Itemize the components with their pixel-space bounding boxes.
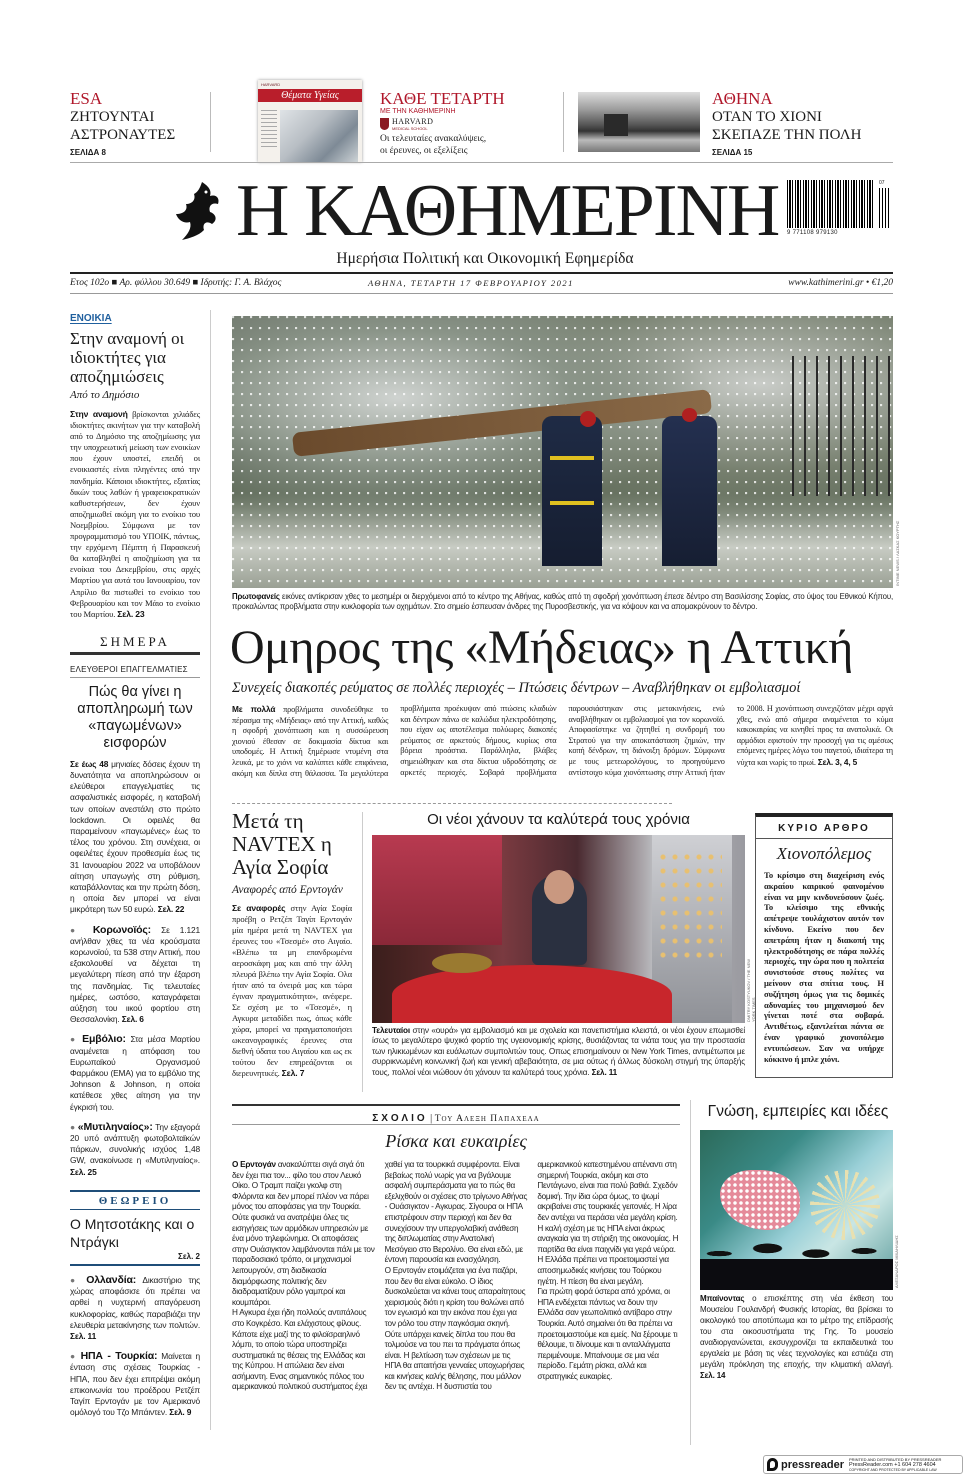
divider: [210, 92, 211, 152]
issue-date: ΑΘΗΝΑ, ΤΕΤΑΡΤΗ 17 ΦΕΒΡΟΥΑΡΙΟΥ 2021: [368, 278, 574, 288]
text-run: εικόνες αντίκρισαν χθες το μεσημέρι οι διερχόμενοι από το κέντρο της Αθήνας, καθώς από τη σφοδρή χιονόπτωση έπεσε δέντρο στη Βασιλίσσης Σοφίας, στο ύψος του Εθνικού Κήπου, προκαλώντας προβλήματα στην κυκλοφορία των οχημάτων. Στο σημείο έσπευσαν άνδρες της Πυροσβεστικής, για να κόψουν και να απομακρύνουν το δέντρο.: [232, 592, 893, 611]
article-kicker: ΕΛΕΥΘΕΡΟΙ ΕΠΑΓΓΕΛΜΑΤΙΕΣ: [70, 664, 188, 674]
text-run: Τελευταίοι: [372, 1026, 410, 1035]
youth-caption: [372, 1026, 745, 1078]
section-header: ΚΥΡΙΟ ΑΡΘΡΟ: [778, 823, 870, 834]
divider: [232, 1124, 680, 1125]
today-section: [70, 634, 200, 1178]
text-run: στην «ουρά» για εμβολιασμό και με σχολεία και πανεπιστήμια κλειστά, οι νέοι έχουν επωμισθεί ίσως το μεγαλύτερο ψυχικό φορτίο της υγειονομικής κρίσης, θυσιάζοντας τα νιάτα τους για την προστασία των ηλικιωμένων και ευάλωτων συμπολιτών τους. Οπως επισημαίνουν οι New York Times, αντιμέτωποι με συρρικνωμένη κοινωνική ζωή και γενική αβεβαιότητα, σε μια ούτως ή άλλως δύσκολη στιγμή της ύπαρξής τους, πολλοί νέοι νιώθουν ότι χάνουν τα καλύτερά τους χρόνια.: [372, 1026, 745, 1077]
museum-caption: [700, 1293, 893, 1381]
comment-text: ανακαλύπτει σιγά σιγά ότι δεν έχει πια τον... φίλο του στον Λευκό Οίκο. Ο Τραμπ παίζει γκολφ στη Φλόριντα και δεν μπορεί πλέον να πάρει μόνος του αποφάσεις για την Τουρκία. Ούτε φυσικά να ανατρέψει όλες τις εισηγήσεις των αρμόδιων υπηρεσιών με ένα μόνο τηλεφώνημα. Οι αποφάσεις στην Ουάσιγκτον λαμβάνονται πάλι με τον παραδοσιακό τρόπο, οι μηχανισμοί λειτουργούν, στη διαδικασία διαμόρφωσης πολιτικής δεν διαδραματίζουν ρόλο γαμπροί και κουμπάροι. Η Αγκυρα έχει ήδη πολλούς αντιπάλους στο Κογκρέσο. Και ελάχιστους φίλους. Κάποτε είχε μαζί της το φιλοϊσραηλινό λόμπι, το οποίο τώρα υποστηρίζει συστηματικά τις θέσεις της Ελλάδας και της Κύπρου. Η απώλεια δεν είναι ασήμαντη. Ενας σημαντικός πόλος του αμερικανικού πολιτικού συστήματος έχει χαθεί για τα τουρκικά συμφέροντα. Είναι βεβαίως πολύ νωρίς για να βγάλουμε ασφαλή συμπεράσματα για το πώς θα εξελιχθούν οι σχέσεις στο τρίγωνο Αθήνας - Ουάσιγκτον - Αγκυρας. Σίγουρα οι ΗΠΑ επιστρέφουν στην περιοχή και δεν θα συνεχίσουν την υπεργολαβική ανάθεση της διπλωματίας στην Ανατολική Μεσόγειο στο Βερολίνο. Θα είναι εδώ, με έντονη παρουσία και ενασχόληση. Ο Ερντογάν ετοιμάζεται για ένα παζάρι, που δεν θα είναι εύκολο. Ο ίδιος δυσκολεύεται να κάνει τους απαραίτητους χειρισμούς διότι η κρίση του θολώνει από τον εγωισμό και την εικόνα που έχει για τον ρόλο του στην παγκόσμια σκηνή. Ούτε υπάρχει κανείς δίπλα του που θα τολμούσε να του πει τα πράγματα όπως είναι. Η βελτίωση των σχέσεων με τις ΗΠΑ θα απαιτήσει γενναίες υποχωρήσεις και κινήσεις καλής θέλησης, που μάλλον δεν τις αντέχει. Η δυσπιστία του αμερικανικού κατεστημένου απέναντι στη σημερινή Τουρκία, ακόμη και στο Πεντάγωνο, είναι πια πολύ βαθιά. Σχεδόν δομική. Την ίδια ώρα όμως, το ψωμί ακριβαίνει στις τουρκικές γειτονιές. Η λίρα δεν αντέχει να περάσει νέα μεγάλη κρίση. Η καλή σχέση με τις ΗΠΑ είναι άκρως αναγκαία για τη στήριξη της οικονομίας. Η παρτίδα θα είναι παιχνίδι για γερά νεύρα. Η Ελλάδα πρέπει να προετοιμαστεί για αποσημωδικές κινήσεις του Τούρκου ηγέτη. Η πίεση θα είναι μεγάλη. Για πρώτη φορά ύστερα από χρόνια, οι ΗΠΑ ενδέχεται πάντως να δουν την Ελλάδα σαν γεωπολιτικό αντίβαρο στην Τουρκία. Αυτό σημαίνει ότι θα πρέπει να προετοιμαστούμε και εμείς. Να ξέρουμε τι θέλουμε, τι δίνουμε και τι ανταλλάγματα περιμένουμε. Μπαίνουμε σε μια νέα περίοδο. Γεμάτη ρίσκα, αλλά και στρατηγικές ευκαιρίες.: [232, 1160, 679, 1392]
page-ref: Σελ. 3, 4, 5: [817, 756, 858, 767]
editorial-title: Χιονοπόλεμος: [776, 844, 872, 863]
text-run: Σελ. 7: [281, 1068, 305, 1078]
page-ref: Σελ. 6: [121, 1014, 144, 1025]
news-brief[interactable]: [70, 1351, 200, 1418]
teaser-athens[interactable]: [712, 90, 862, 157]
page-ref: Σελ. 25: [70, 1166, 97, 1177]
brief-head: Κορωνοϊός:: [92, 923, 152, 936]
divider: [563, 92, 564, 152]
teaser-page: ΣΕΛΙΔΑ 15: [712, 148, 753, 157]
masthead-title: Η ΚΑΘΗΜΕΡΙΝΗ: [236, 170, 779, 252]
text-run: στην Αγία Σοφία προέβη ο Ρετζέπ Ταγίπ Ερντογάν μία ημέρα μετά τη NAVTEX για έρευνες του «Τσεσμέ» στο Αιγαίο. «Βλέπω τα μη επανδρωμένα αεροσκάφη μας και από την άλλη πλευρά βλέπω την Αγία Σοφία. Ολα ήταν από τα όνειρά μας και τώρα έγιναν πραγματικότητα», ανέφερε. Σε σχέση με το «Τσεσμέ», η Αγκυρα μεταδίδει πως, όπως κάθε χώρα, μπορεί να πραγματοποιήσει ωκεανογραφικές έρευνες στα διεθνή ύδατα του Αιγαίου και ως εκ τούτου δεν επηρεάζονται οι διερευνητικές.: [232, 903, 352, 1078]
article-title: Μετά τη NAVTEX η Αγία Σοφία: [232, 809, 332, 879]
page-ref: Σελ. 2: [178, 1251, 200, 1261]
editorial-body: Το κρίσιμο στη διαχείριση ενός ακραίου καιρικού φαινομένου είναι να μην κινδυνεύσουν ζωές. Το κλείσιμο της εθνικής απέτρεψε τουλάχιστον αυτόν τον κίνδυνο. Εκείνο που δεν απετράπη ήταν η διακοπή της ηλεκτροδότησης σε πάρα πολλές περιοχές, την ώρα που η πολιτεία συνιστούσε στους πολίτες να μείνουν στα σπίτια τους. Η συζήτηση όμως για τις δομικές αδυναμίες του μηχανισμού δεν γίνεται ποτέ στα σοβαρά. Αντιθέτως, εξαντλείται πάντα σε έναν γραφικό χιονοπόλεμο εντυπώσεων. Σαν να υπήρχε κόκκινο ή μπλε χιόνι.: [764, 870, 884, 1064]
article-subtitle: Αναφορές από Ερντογάν: [232, 884, 343, 896]
teaser-sub: ΜΕ ΤΗΝ ΚΑΘΗΜΕΡΙΝΗ: [380, 108, 456, 115]
museum-exhibit-photo: [700, 1130, 893, 1290]
text-run: Σελ. 22: [157, 904, 185, 915]
article-body: [232, 903, 352, 1079]
article-title: Ο Μητσοτάκης και ο Ντράγκι: [70, 1215, 195, 1250]
teaser-title: ΑΣΤΡΟΝΑΥΤΕΣ: [70, 127, 176, 143]
pressreader-brand: pressreader: [781, 1458, 844, 1471]
harvard-logo-sub: MEDICAL SCHOOL: [392, 126, 428, 131]
news-brief[interactable]: [70, 1122, 200, 1178]
text-run: Σελ. 11: [591, 1067, 618, 1077]
cover-brand: HARVARD: [261, 82, 281, 87]
young-woman-kitchen-photo: [372, 835, 745, 1023]
text-run: Σελ. 14: [700, 1371, 726, 1380]
comment-title[interactable]: Ρίσκα και ευκαιρίες: [385, 1131, 527, 1151]
masthead-tagline: Ημερήσια Πολιτική και Οικονομική Εφημερίδα: [336, 250, 634, 267]
divider: [70, 272, 893, 274]
divider: [362, 812, 363, 1092]
article-body: [70, 759, 200, 916]
comment-lead: Ο Ερντογάν: [232, 1160, 276, 1169]
teaser-title: ΟΤΑΝ ΤΟ ΧΙΟΝΙ: [712, 109, 822, 125]
text-run: Σε αναφορές: [232, 903, 286, 913]
text-run: Στην αναμονή: [70, 409, 128, 419]
article-rent[interactable]: [70, 313, 200, 620]
brief-body: Σε 1.121 ανήλθαν χθες τα νέα κρούσματα κορωνοϊού, τα 538 στην Αττική, που εξακολουθεί να δέχεται τη μεγαλύτερη πίεση από την έξαρση της πανδημίας. Τις τελευταίες ημέρες, ωστόσο, καταγράφεται αύξηση του ιικού φορτίου στη Θεσσαλονίκη.: [70, 924, 200, 1025]
page-ref: Σελ. 9: [169, 1407, 192, 1418]
article-subtitle: Από το Δημόσιο: [70, 389, 140, 401]
comment-body: [232, 1160, 680, 1393]
brief-head: Εμβόλιο:: [82, 1033, 126, 1046]
article-title: Στην αναμονή οι ιδιοκτήτες για αποζημιώσεις: [70, 329, 185, 386]
divider: [210, 310, 211, 1430]
snow-archive-photo: [578, 92, 700, 152]
section-header: ΣΗΜΕΡΑ: [100, 633, 170, 649]
photo-credit: ΑΛΕΞΑΝΔΡΟΣ ΜΙΧΑΗΛΙΔΗΣ: [894, 1235, 899, 1288]
photo-credit: DMITRY KOSTYUKOV / THE NEW YORK TIMES: [746, 959, 756, 1022]
article-navtex[interactable]: [232, 810, 352, 1079]
brief-head: ΗΠΑ - Τουρκία:: [80, 1350, 158, 1363]
brief-body: Στα μέσα Μαρτίου αναμένεται η απόφαση του Ευρωπαϊκού Οργανισμού Φαρμάκου (ΕΜΑ) για το εμβόλιο της Johnson & Johnson, η οποία κατέθεσε χθες αίτηση για την έγκρισή του.: [70, 1034, 200, 1112]
text-run: μηνιαίες δόσεις έχουν τη δυνατότητα να αποπληρώσουν οι ελεύθεροι επαγγελματίες τις ασφαλιστικές εισφορές, η καταβολή των οποίων ανεστάλη στο πρώτο lockdown. Οι οφειλές θα παραμείνουν «παγωμένες» έως το τέλος του χρόνου. Στη συνέχεια, οι οφειλέτες έχουν προθεσμία έως τις 31 Ιανουαρίου 2022 να υποβάλουν αίτηση υπαγωγής στη ρύθμιση, καταβάλλοντας και την πρώτη δόση, η οποία δεν μπορεί να είναι μικρότερη των 50 ευρώ.: [70, 758, 200, 915]
footer-line: COPYRIGHT AND PROTECTED BY APPLICABLE LAW: [849, 1467, 937, 1472]
divider: [70, 293, 893, 294]
news-brief[interactable]: [70, 1034, 200, 1112]
teaser-kicker: ESA: [70, 89, 103, 108]
barcode-number: 9 771108 979130: [787, 230, 838, 236]
divider: [232, 1104, 680, 1106]
health-supplement-cover[interactable]: [258, 80, 362, 162]
teaser-title: ΖΗΤΟΥΝΤΑΙ: [70, 109, 155, 125]
text-run: Σε έως 48: [70, 758, 109, 769]
text-run: Μπαίνοντας: [700, 1294, 745, 1303]
issue-info-bar: [70, 278, 893, 290]
pressreader-badge[interactable]: [763, 1455, 963, 1474]
text-run: βρίσκονται χιλιάδες ιδιοκτήτες ακινήτων για την καταβολή από το Δημόσιο της αποζημίωσης για την υποχρεωτική μείωση των ενοικίων που έχουν υποστεί, επειδή οι ενοικιαστές είναι πληγέντες από την πανδημία. Κάποιοι ιδιοκτήτες, εξαιτίας δικών τους λαθών ή γραφειοκρατικών καθυστερήσεων, δεν έχουν αποζημιωθεί ακόμη για το ενοίκιο του Νοεμβρίου. Σύμφωνα με τον προγραμματισμό του ΥΠΟΙΚ, πάντως, την ερχόμενη Πέμπτη ή Παρασκευή θα καταβληθεί η αποζημίωση για τα ενοίκια του Δεκεμβρίου, στις αρχές Μαρτίου για αυτά του Ιανουαρίου, τον Απρίλιο θα πιστωθεί το ενοίκιο του Φεβρουαρίου και τον Μάιο το ενοίκιο του Μαρτίου.: [70, 409, 201, 619]
snow-fallen-tree-photo: [232, 316, 893, 588]
text-run: Με πολλά: [232, 704, 276, 714]
photo-credit: INTIME NEWS / ΛΑΣΚΑΣ ΚΟΥΡΤΗΣ: [895, 520, 900, 586]
brief-head: «Μυτιληναίος»:: [77, 1120, 153, 1133]
news-brief[interactable]: [70, 1275, 200, 1342]
brief-body: Δικαστήριο της χώρας αποφάσισε ότι πρέπει να αρθεί η νυχτερινή απαγόρευση κυκλοφορίας, καθώς παραβιάζει την ελευθερία μετακίνησης των πολιτών.: [70, 1274, 200, 1330]
separator: |: [427, 1113, 435, 1124]
divider: [232, 803, 672, 804]
article-kicker: ΕΝΟΙΚΙΑ: [70, 313, 112, 324]
harvard-shield-icon: [380, 118, 389, 130]
teaser-kicker: ΑΘΗΝΑ: [712, 89, 773, 108]
comment-author: Του Αλεξη Παπαχελα: [434, 1114, 540, 1124]
brief-body: Μαίνεται η ένταση στις σχέσεις Τουρκίας - ΗΠΑ, που δεν έχει επιτρέψει ακόμη επικοινωνία του προέδρου Ρετζέπ Ταγίπ Ερντογάν με τον Αμερικανό ομόλογό του Τζο Μπάιντεν.: [70, 1351, 201, 1418]
editorial-box[interactable]: [755, 813, 893, 1078]
teaser-desc: οι έρευνες, οι εξελίξεις: [380, 146, 468, 156]
website-price: www.kathimerini.gr • €1,20: [788, 278, 893, 288]
main-subhead: Συνεχείς διακοπές ρεύματος σε πολλές περιοχές – Πτώσεις δέντρων – Αναβλήθηκαν οι εμβολιασμοί: [232, 680, 801, 696]
text-run: ο επισκέπτης στη νέα έκθεση του Μουσείου Γουλανδρή Φυσικής Ιστορίας, θα βρίσκει το οικολογικό του αποτύπωμα και το μέτρο της επίδρασής του στα οικοσυστήματα της Γης. Το μουσείο αναδιοργανώνεται, εκσυγχρονίζει τα εκπαιδευτικά του εργαλεία με βάση τις νέες τεχνολογίες και εστιάζει στη μεγάλη πρόκληση της εποχής, την κλιματική αλλαγή.: [700, 1294, 893, 1369]
youth-title[interactable]: Οι νέοι χάνουν τα καλύτερά τους χρόνια: [427, 811, 690, 828]
teaser-desc: Οι τελευταίες ανακαλύψεις,: [380, 134, 487, 144]
barcode: [787, 180, 893, 238]
brief-body: Την εξαγορά 20 υπό ανάπτυξη φωτοβολταϊκών πάρκων, συνολικής ισχύος 1,48 GW, ανακοίνωσε η «Μυτιληναίος».: [70, 1121, 200, 1166]
main-article-body: [232, 704, 893, 779]
footer-line: PRINTED AND DISTRIBUTED BY PRESSREADER: [849, 1456, 942, 1462]
footer-line: PressReader.com +1 604 278 4604: [849, 1461, 936, 1468]
divider: [690, 1100, 691, 1445]
text-run: προβλήματα συνοδεύθηκε το πέρασμα της «Μήδειας» από την Αττική, καθώς η σφοδρή χιονόπτωση και η συσσώρευση χιονιού έθεσαν σε δοκιμασία δίκτυα και υποδομές. Η Αττική ξημέρωσε ντυμένη στα λευκά, με το χιόνι να καλύπτει κάθε επιφάνεια, ακόμη και δίπλα στη θάλασσα. Τα μεγαλύτερα προβλήματα προέκυψαν από πτώσεις κλαδιών και δέντρων πάνω σε καλώδια ηλεκτροδότησης, που είχαν ως αποτέλεσμα πολύωρες διακοπές ρεύματος σε αρκετούς δήμους, κυρίως στα βόρεια προάστια. Παράλληλα, βλάβες σημειώθηκαν και στα δίκτυα υδροδότησης σε αρκετές περιοχές. Σοβαρά προβλήματα παρουσιάστηκαν στις μετακινήσεις, ενώ αναβλήθηκαν οι εμβολιασμοί για τον κορωνοϊό. Αποφασίστηκε να ζητηθεί η συνδρομή του Στρατού για την αποκατάσταση ζημιών, την κοπή δένδρων, τη διάνοιξη δρόμων. Σύμφωνα με τους μετεωρολόγους, το προηγούμενο αντίστοιχο κύμα χιονόπτωσης στην Αττική ήταν το 2008. Η χιονόπτωση συνεχιζόταν μέχρι αργά χθες, ενώ από σήμερα αναμένεται το κύμα κακοκαιρίας να κινηθεί προς τα ανατολικά. Οι αρμόδιοι εφιστούν την προσοχή για τις αμέσως επόμενες ημέρες λόγω του παγετού, ιδιαίτερα τη νύχτα και νωρίς το πρωί.: [232, 704, 893, 778]
photo-caption: [232, 592, 893, 612]
theoreio-section[interactable]: [70, 1190, 200, 1418]
text-run: Πρωτοφανείς: [232, 592, 280, 601]
harvard-logo: HARVARD: [392, 117, 434, 126]
article-body: [70, 409, 200, 620]
left-column: [70, 313, 200, 1418]
pressreader-logo-icon: [767, 1458, 778, 1471]
section-header: ΣΧΟΛΙΟ: [372, 1113, 428, 1124]
barcode-issue: 07: [879, 180, 885, 186]
text-run: Σελ. 23: [117, 608, 145, 619]
article-title[interactable]: Πώς θα γίνει η αποπληρωμή των «παγωμένων» εισφορών: [77, 683, 193, 751]
cover-title: Θέματα Υγείας: [258, 89, 362, 102]
museum-title[interactable]: Γνώση, εμπειρίες και ιδέες: [707, 1103, 889, 1120]
section-header: ΘΕΩΡΕΙΟ: [98, 1194, 172, 1207]
teaser-kicker: ΚΑΘΕ ΤΕΤΑΡΤΗ: [380, 89, 505, 108]
teaser-page: ΣΕΛΙΔΑ 8: [70, 148, 106, 157]
page-ref: Σελ. 11: [70, 1330, 97, 1341]
griffin-logo-icon: [172, 180, 228, 242]
divider: [70, 162, 893, 163]
issue-info: Ετος 102ο ■ Αρ. φύλλου 30.649 ■ Ιδρυτής: Γ. Α. Βλάχος: [70, 278, 282, 288]
brief-head: Ολλανδία:: [86, 1273, 137, 1286]
teaser-harvard[interactable]: [380, 90, 510, 157]
news-brief[interactable]: [70, 925, 200, 1026]
teaser-esa[interactable]: [70, 90, 205, 157]
main-headline[interactable]: Ομηρος της «Μήδειας» η Αττική: [230, 621, 853, 674]
teaser-title: ΣΚΕΠΑΖΕ ΤΗΝ ΠΟΛΗ: [712, 127, 862, 143]
